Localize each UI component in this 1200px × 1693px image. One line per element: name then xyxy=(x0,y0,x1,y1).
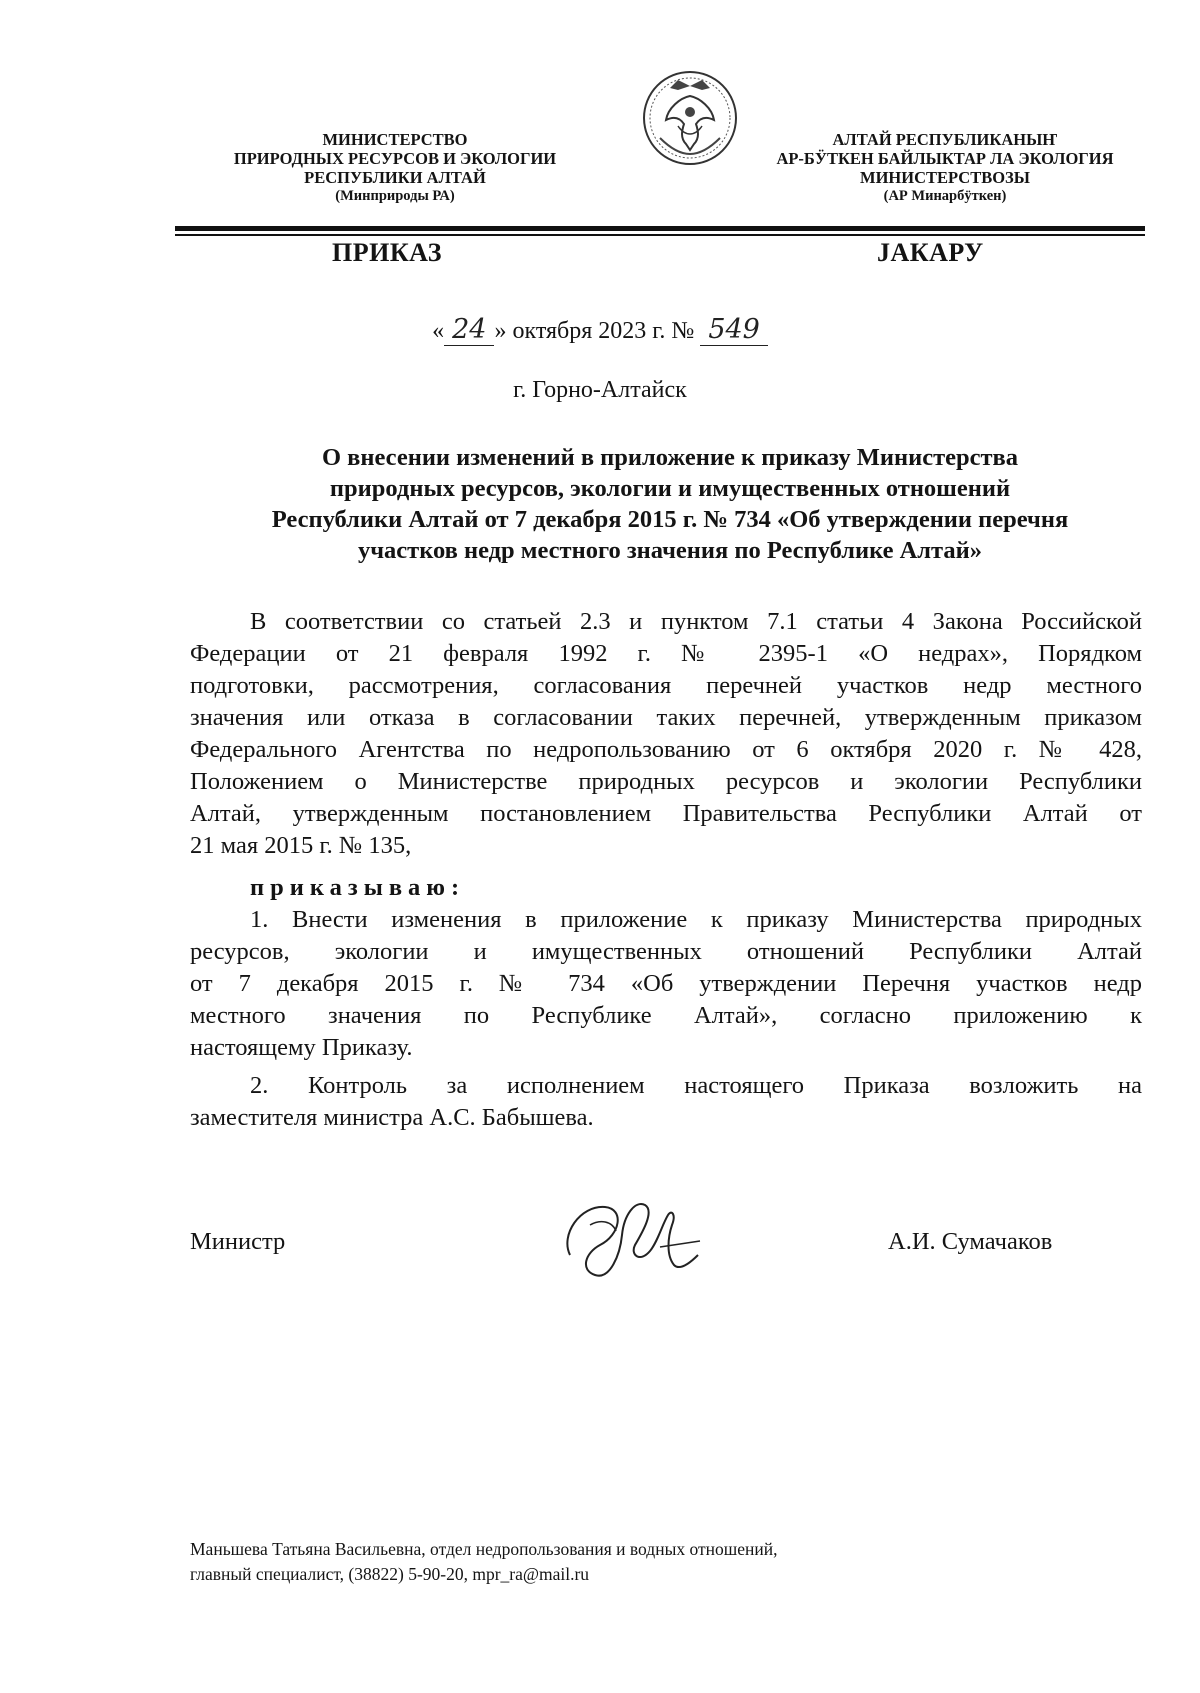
body-line: 2. Контроль за исполнением настоящего Приказа возложить на xyxy=(250,1072,1142,1099)
body-line: Федерального Агентства по недропользованию от 6 октября 2020 г. № 428, xyxy=(190,736,1142,763)
executor-line: Маньшева Татьяна Васильевна, отдел недропользования и водных отношений, xyxy=(190,1539,778,1559)
body-line: 1. Внести изменения в приложение к приказу Министерства природных xyxy=(250,906,1142,933)
handwritten-day: 24 xyxy=(444,314,494,346)
body-line: заместителя министра А.С. Бабышева. xyxy=(190,1104,594,1131)
title-line: природных ресурсов, экологии и имущественных отношений xyxy=(329,475,1011,502)
ministry-line: АЛТАЙ РЕСПУБЛИКАНЫҤ xyxy=(832,130,1058,149)
ministry-line: РЕСПУБЛИКИ АЛТАЙ xyxy=(304,168,486,187)
date-month-year: » октября 2023 г. № xyxy=(494,318,695,344)
ministry-name-russian xyxy=(210,130,580,206)
body-line: от 7 декабря 2015 г. № 734 «Об утверждении Перечня участков недр xyxy=(190,970,1142,997)
title-line: О внесении изменений в приложение к приказу Министерства xyxy=(321,444,1019,471)
handwritten-order-number: 549 xyxy=(700,314,768,346)
ministry-name-altai xyxy=(740,130,1150,206)
header-divider-thick xyxy=(175,226,1145,231)
body-line: значения или отказа в согласовании таких перечней, утвержденным приказом xyxy=(190,704,1142,731)
title-line: Республики Алтай от 7 декабря 2015 г. № 734 «Об утверждении перечня xyxy=(271,506,1069,533)
body-line: ресурсов, экологии и имущественных отношений Республики Алтай xyxy=(190,938,1142,965)
signatory-position: Министр xyxy=(190,1228,286,1255)
city-line: г. Горно-Алтайск xyxy=(513,377,687,403)
body-line: Алтай, утвержденным постановлением Правительства Республики Алтай от xyxy=(190,800,1142,827)
ministry-short-name: (Минприроды РА) xyxy=(335,188,455,204)
document-type-altai: JАКАРУ xyxy=(877,238,984,267)
body-line: Федерации от 21 февраля 1992 г. № 2395-1 «О недрах», Порядком xyxy=(190,640,1142,667)
executor-line: главный специалист, (38822) 5-90-20, mpr_ra@mail.ru xyxy=(190,1564,590,1584)
coat-of-arms-emblem xyxy=(640,68,740,168)
signatory-name: А.И. Сумачаков xyxy=(888,1228,1053,1255)
handwritten-signature xyxy=(550,1185,710,1290)
ministry-short-name: (АР Минарбӱткен) xyxy=(883,188,1007,204)
body-line: В соответствии со статьей 2.3 и пунктом 7.1 статьи 4 Закона Российской xyxy=(250,608,1142,635)
body-line: местного значения по Республике Алтай», согласно приложению к xyxy=(190,1002,1142,1029)
body-line: 21 мая 2015 г. № 135, xyxy=(190,832,412,859)
title-line: участков недр местного значения по Республике Алтай» xyxy=(357,537,982,564)
executor-contact xyxy=(190,1537,777,1587)
order-word: приказываю: xyxy=(250,874,466,901)
ministry-line: МИНИСТЕРСТВО xyxy=(322,130,468,149)
header-divider-thin xyxy=(175,234,1145,236)
document-type-russian: ПРИКАЗ xyxy=(332,238,443,267)
ministry-line: ПРИРОДНЫХ РЕСУРСОВ И ЭКОЛОГИИ xyxy=(233,149,557,168)
body-line: настоящему Приказу. xyxy=(190,1034,413,1061)
document-title xyxy=(195,442,1145,566)
ministry-line: АР-БӰТКЕН БАЙЛЫКТАР ЛА ЭКОЛОГИЯ xyxy=(776,149,1114,168)
date-and-number xyxy=(0,314,1200,345)
body-line: Положением о Министерстве природных ресурсов и экологии Республики xyxy=(190,768,1142,795)
body-line: подготовки, рассмотрения, согласования перечней участков недр местного xyxy=(190,672,1142,699)
date-open-quote: « xyxy=(432,318,445,344)
ministry-line: МИНИСТЕРСТВОЗЫ xyxy=(860,168,1030,187)
